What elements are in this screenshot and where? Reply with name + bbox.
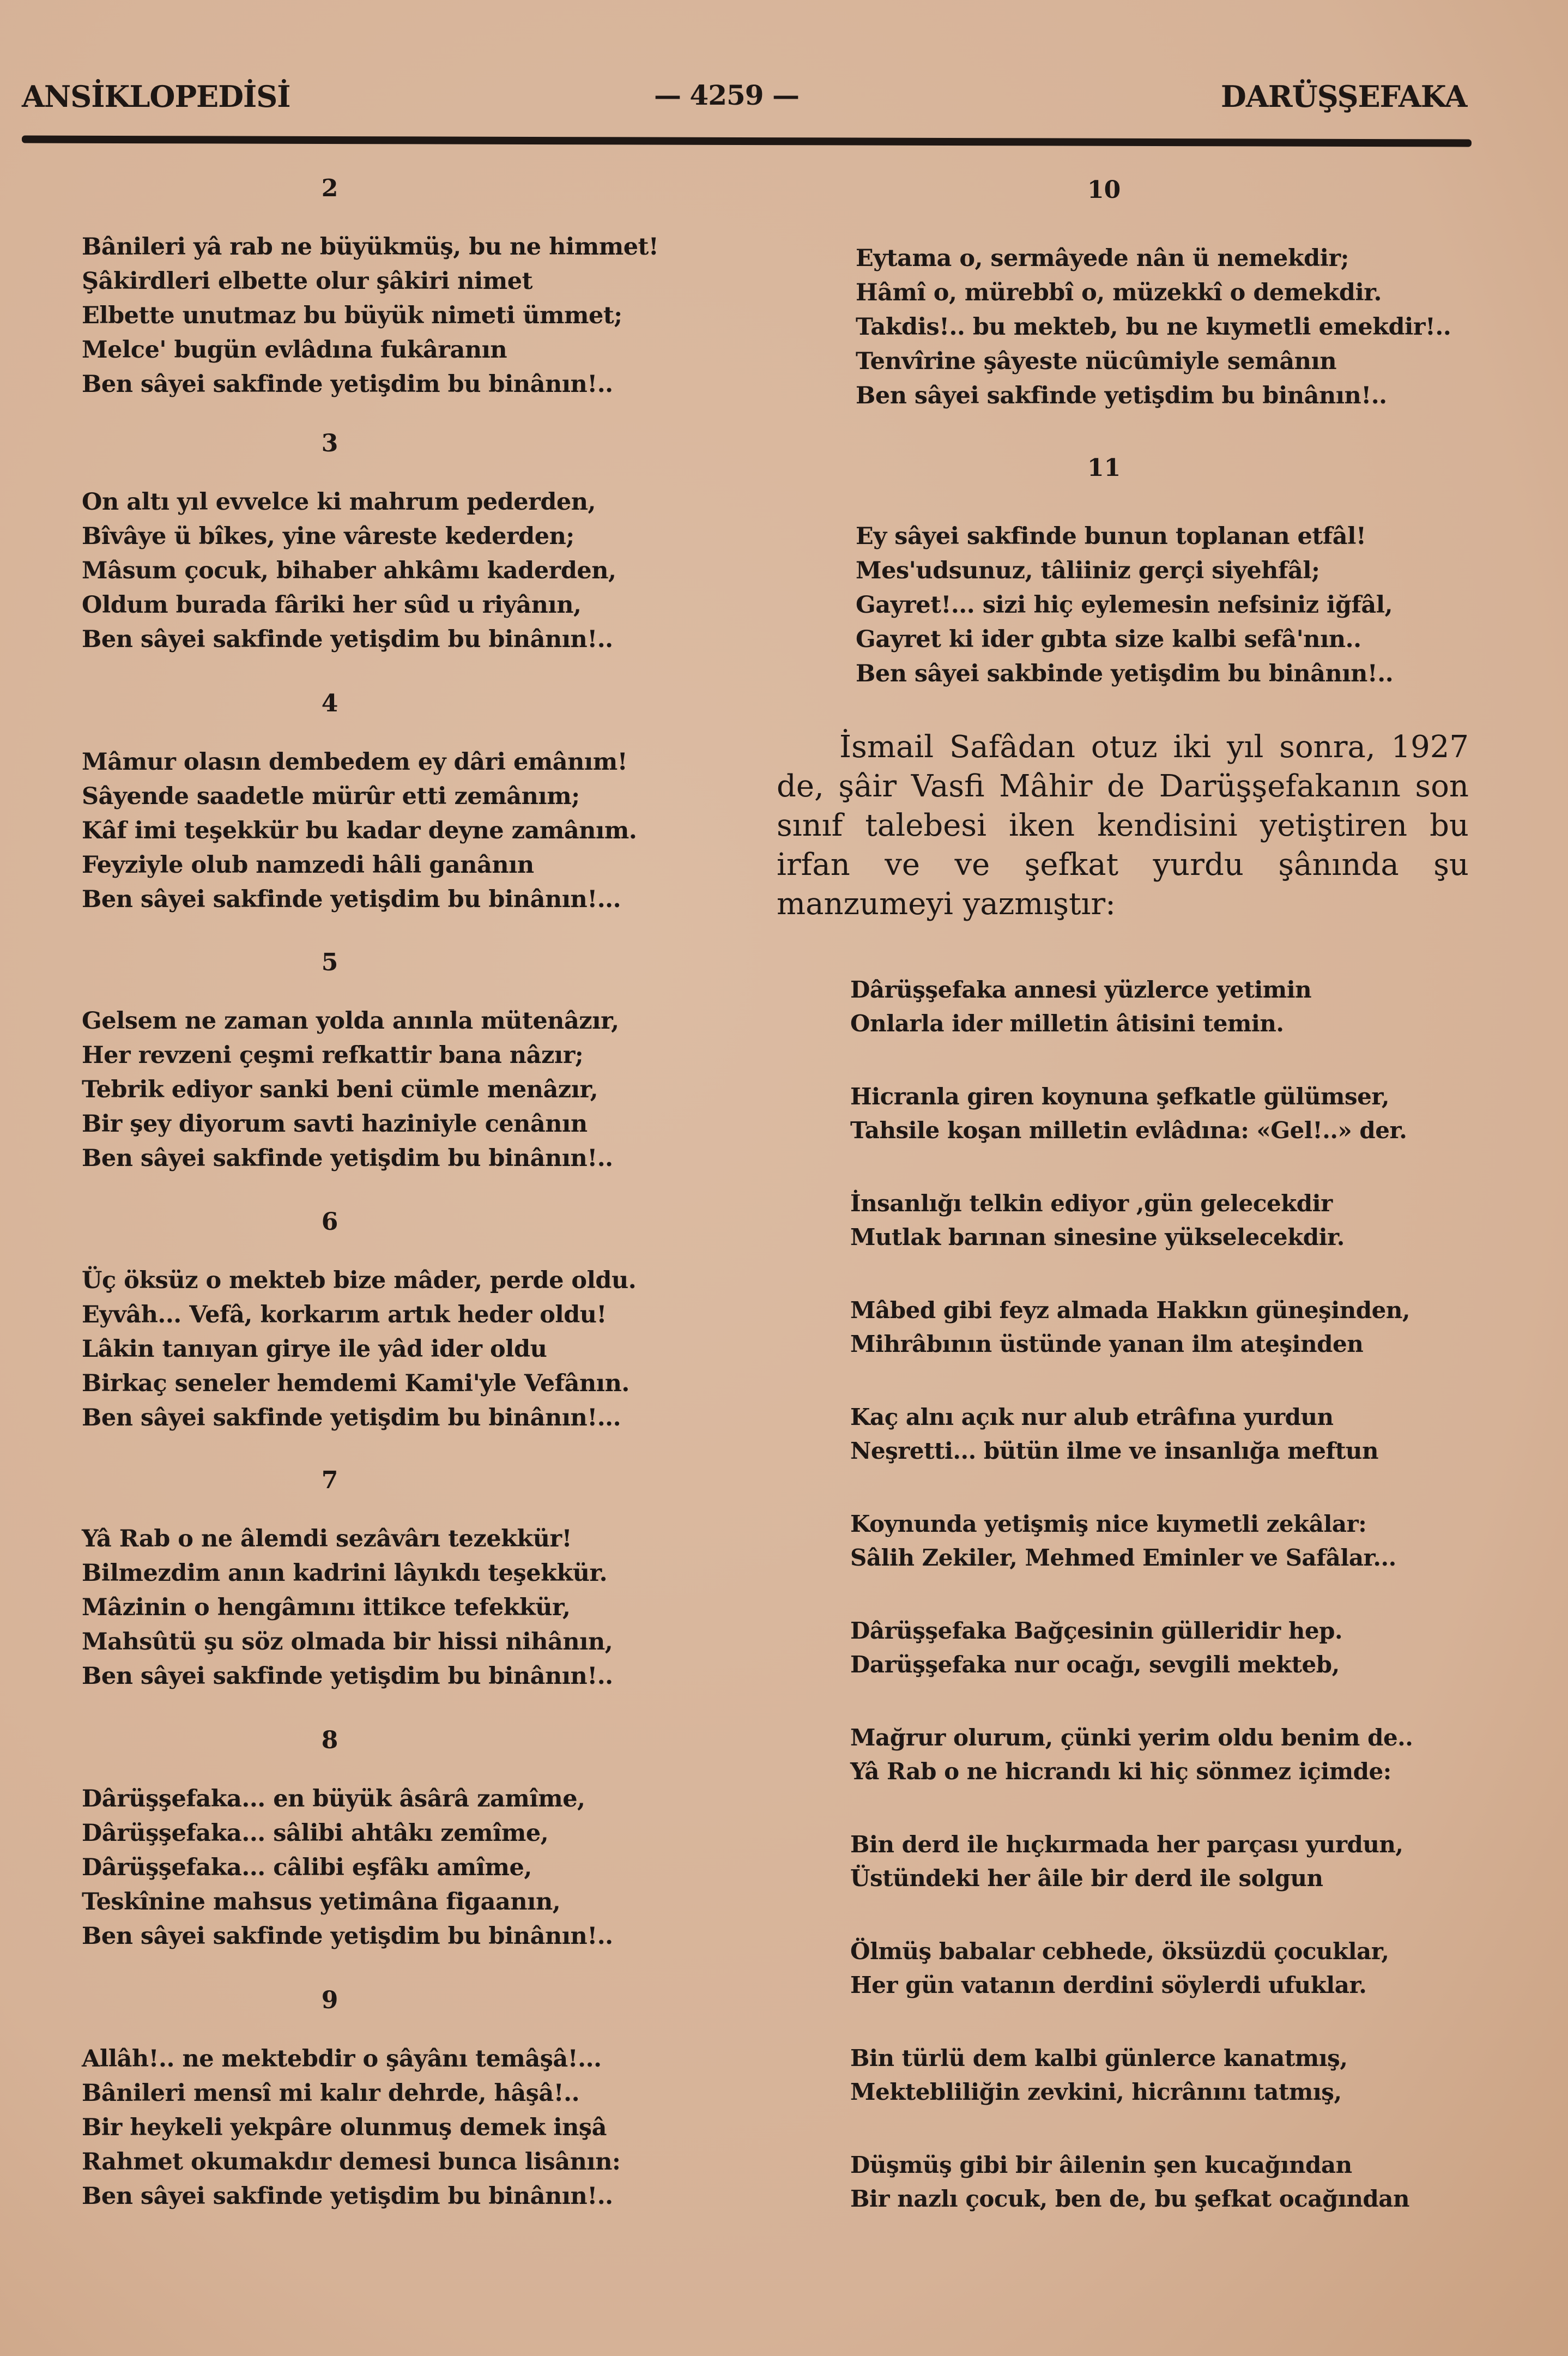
stanza-number: 5: [321, 949, 338, 976]
verse-line: Melce' bugün evlâdına fukâranın: [82, 336, 507, 364]
verse-line: Yâ Rab o ne âlemdi sezâvârı tezekkür!: [82, 1525, 572, 1552]
couplet: [850, 2041, 1347, 2109]
verse-line: Her revzeni çeşmi refkattir bana nâzır;: [82, 1042, 584, 1069]
verse-line: Ben sâyei sakfinde yetişdim bu binânın!..: [856, 382, 1387, 409]
couplet: [850, 1294, 1410, 1361]
verse-line: Bin türlü dem kalbi günlerce kanatmış,: [850, 2045, 1348, 2071]
verse-line: Birkaç seneler hemdemi Kami'yle Vefânın.: [82, 1370, 629, 1397]
stanza: [82, 1782, 613, 1954]
stanza: [82, 230, 658, 402]
header-rule: [22, 136, 1472, 147]
verse-line: Tenvîrine şâyeste nücûmiyle semânın: [856, 348, 1337, 375]
verse-line: Eytama o, sermâyede nân ü nemekdir;: [856, 245, 1349, 272]
verse-line: Ben sâyei sakbinde yetişdim bu binânın!..: [856, 660, 1394, 687]
verse-line: Ben sâyei sakfinde yetişdim bu binânın!..: [82, 626, 613, 653]
stanza-number: 3: [321, 430, 338, 457]
verse-line: Dârüşşefaka... sâlibi ahtâkı zemîme,: [82, 1820, 549, 1847]
verse-line: Gayret!... sizi hiç eylemesin nefsiniz iğfâl,: [856, 591, 1393, 619]
verse-line: Yâ Rab o ne hicrandı ki hiç sönmez içimde:: [850, 1758, 1391, 1785]
verse-line: Ben sâyei sakfinde yetişdim bu binânın!...: [82, 1404, 621, 1431]
verse-line: Bir heykeli yekpâre olunmuş demek inşâ: [82, 2114, 607, 2141]
verse-line: Mağrur olurum, çünki yerim oldu benim de..: [850, 1724, 1413, 1751]
verse-line: Eyvâh... Vefâ, korkarım artık heder oldu!: [82, 1301, 607, 1328]
couplet: [850, 1080, 1407, 1147]
verse-line: Takdis!.. bu mekteb, bu ne kıymetli emekdir!..: [856, 313, 1451, 341]
stanza-number: 10: [1087, 176, 1121, 204]
verse-line: Oldum burada fâriki her sûd u riyânın,: [82, 591, 582, 619]
verse-line: Ey sâyei sakfinde bunun toplanan etfâl!: [856, 523, 1366, 550]
verse-line: Kâf imi teşekkür bu kadar deyne zamânım.: [82, 817, 637, 844]
verse-line: Ben sâyei sakfinde yetişdim bu binânın!..: [82, 1663, 613, 1690]
running-header-right: DARÜŞŞEFAKA: [1221, 79, 1467, 114]
verse-line: Şâkirdleri elbette olur şâkiri nimet: [82, 268, 532, 295]
verse-line: Darüşşefaka nur ocağı, sevgili mekteb,: [850, 1651, 1340, 1678]
page-number: — 4259 —: [654, 79, 799, 111]
stanza-number: 4: [321, 690, 338, 717]
verse-line: Ölmüş babalar cebhede, öksüzdü çocuklar,: [850, 1938, 1389, 1965]
stanza-number: 9: [321, 1986, 338, 2014]
verse-line: Mihrâbının üstünde yanan ilm ateşinden: [850, 1331, 1364, 1357]
verse-line: Ben sâyei sakfinde yetişdim bu binânın!..: [82, 2183, 613, 2210]
verse-line: Mâbed gibi feyz almada Hakkın güneşinden,: [850, 1297, 1410, 1324]
verse-line: Dârüşşefaka Bağçesinin gülleridir hep.: [850, 1617, 1343, 1644]
verse-line: Üç öksüz o mekteb bize mâder, perde oldu.: [82, 1267, 637, 1294]
verse-line: İnsanlığı telkin ediyor ,gün gelecekdir: [850, 1190, 1333, 1217]
verse-line: Bir nazlı çocuk, ben de, bu şefkat ocağından: [850, 2185, 1410, 2212]
couplet: [850, 1400, 1378, 1468]
running-header-left: ANSİKLOPEDİSİ: [22, 79, 290, 114]
verse-line: Bânileri yâ rab ne büyükmüş, bu ne himmet!: [82, 233, 659, 261]
stanza: [82, 2042, 620, 2214]
verse-line: Mâsum çocuk, bihaber ahkâmı kaderden,: [82, 557, 616, 584]
couplet: [850, 973, 1311, 1041]
verse-line: Mutlak barınan sinesine yükselecekdir.: [850, 1224, 1345, 1251]
verse-line: On altı yıl evvelce ki mahrum pederden,: [82, 488, 596, 516]
couplet: [850, 1828, 1403, 1895]
verse-line: Tebrik ediyor sanki beni cümle menâzır,: [82, 1076, 598, 1103]
stanza: [856, 241, 1451, 413]
verse-line: Gelsem ne zaman yolda anınla mütenâzır,: [82, 1007, 619, 1035]
verse-line: Bîvâye ü bîkes, yine vâreste kederden;: [82, 523, 574, 550]
verse-line: Lâkin tanıyan girye ile yâd ider oldu: [82, 1336, 547, 1363]
verse-line: Dârüşşefaka... câlibi eşfâkı amîme,: [82, 1854, 532, 1881]
verse-line: Mes'udsunuz, tâliiniz gerçi siyehfâl;: [856, 557, 1320, 584]
verse-line: Ben sâyei sakfinde yetişdim bu binânın!..: [82, 1145, 613, 1172]
verse-line: Elbette unutmaz bu büyük nimeti ümmet;: [82, 302, 622, 329]
prose-paragraph: [777, 728, 1469, 924]
stanza-number: 7: [321, 1466, 338, 1494]
verse-line: Mâmur olasın dembedem ey dâri emânım!: [82, 748, 628, 776]
stanza: [82, 1522, 613, 1694]
verse-line: Koynunda yetişmiş nice kıymetli zekâlar:: [850, 1511, 1367, 1537]
couplet: [850, 1721, 1413, 1789]
verse-line: Kaç alnı açık nur alub etrâfına yurdun: [850, 1404, 1334, 1430]
stanza-number: 2: [321, 174, 338, 202]
verse-line: Feyziyle olub namzedi hâli ganânın: [82, 851, 534, 879]
verse-line: Üstündeki her âile bir derd ile solgun: [850, 1865, 1323, 1892]
verse-line: Dârüşşefaka annesi yüzlerce yetimin: [850, 976, 1312, 1003]
couplet: [850, 1507, 1396, 1575]
verse-line: Gayret ki ider gıbta size kalbi sefâ'nın..: [856, 626, 1361, 653]
verse-line: Ben sâyei sakfinde yetişdim bu binânın!..: [82, 371, 613, 398]
stanza: [82, 745, 637, 917]
paragraph-text: İsmail Safâdan otuz iki yıl sonra, 1927 de, şâir Vasfi Mâhir de Darüşşefakanın son sınıf talebesi iken kendisini yetiştiren bu irfan ve ve şefkat yurdu şânında şu manzumeyi yazmıştır:: [777, 729, 1469, 922]
verse-line: Onlarla ider milletin âtisini temin.: [850, 1010, 1284, 1037]
verse-line: Sâyende saadetle mürûr etti zemânım;: [82, 783, 580, 810]
stanza: [82, 1264, 636, 1435]
verse-line: Mektebliliğin zevkini, hicrânını tatmış,: [850, 2079, 1342, 2105]
verse-line: Rahmet okumakdır demesi bunca lisânın:: [82, 2148, 621, 2176]
stanza-number: 8: [321, 1726, 338, 1754]
verse-line: Ben sâyei sakfinde yetişdim bu binânın!..: [82, 1923, 613, 1950]
verse-line: Bilmezdim anın kadrini lâyıkdı teşekkür.: [82, 1560, 608, 1587]
verse-line: Bir şey diyorum savti haziniyle cenânın: [82, 1110, 588, 1138]
verse-line: Sâlih Zekiler, Mehmed Eminler ve Safâlar...: [850, 1544, 1396, 1571]
verse-line: Teskînine mahsus yetimâna figaanın,: [82, 1888, 561, 1916]
verse-line: Hicranla giren koynuna şefkatle gülümser,: [850, 1083, 1390, 1110]
verse-line: Hâmî o, mürebbî o, müzekkî o demekdir.: [856, 279, 1382, 306]
stanza: [82, 485, 616, 657]
couplet: [850, 2148, 1409, 2216]
stanza-number: 6: [321, 1208, 338, 1236]
verse-line: Ben sâyei sakfinde yetişdim bu binânın!...: [82, 886, 621, 913]
verse-line: Düşmüş gibi bir âilenin şen kucağından: [850, 2152, 1352, 2178]
verse-line: Neşretti... bütün ilme ve insanlığa meftun: [850, 1437, 1378, 1464]
stanza: [82, 1004, 619, 1176]
verse-line: Bin derd ile hıçkırmada her parçası yurdun,: [850, 1831, 1403, 1858]
couplet: [850, 1187, 1345, 1254]
verse-line: Mâzinin o hengâmını ittikce tefekkür,: [82, 1594, 571, 1621]
verse-line: Allâh!.. ne mektebdir o şâyânı temâşâ!...: [82, 2045, 602, 2073]
couplet: [850, 1614, 1342, 1682]
verse-line: Dârüşşefaka... en büyük âsârâ zamîme,: [82, 1785, 585, 1813]
stanza-number: 11: [1087, 454, 1121, 482]
verse-line: Her gün vatanın derdini söylerdi ufuklar.: [850, 1972, 1367, 1998]
couplet: [850, 1935, 1389, 2002]
stanza: [856, 519, 1393, 691]
verse-line: Mahsûtü şu söz olmada bir hissi nihânın,: [82, 1628, 613, 1656]
verse-line: Tahsile koşan milletin evlâdına: «Gel!..» der.: [850, 1117, 1407, 1144]
verse-line: Bânileri mensî mi kalır dehrde, hâşâ!..: [82, 2080, 580, 2107]
